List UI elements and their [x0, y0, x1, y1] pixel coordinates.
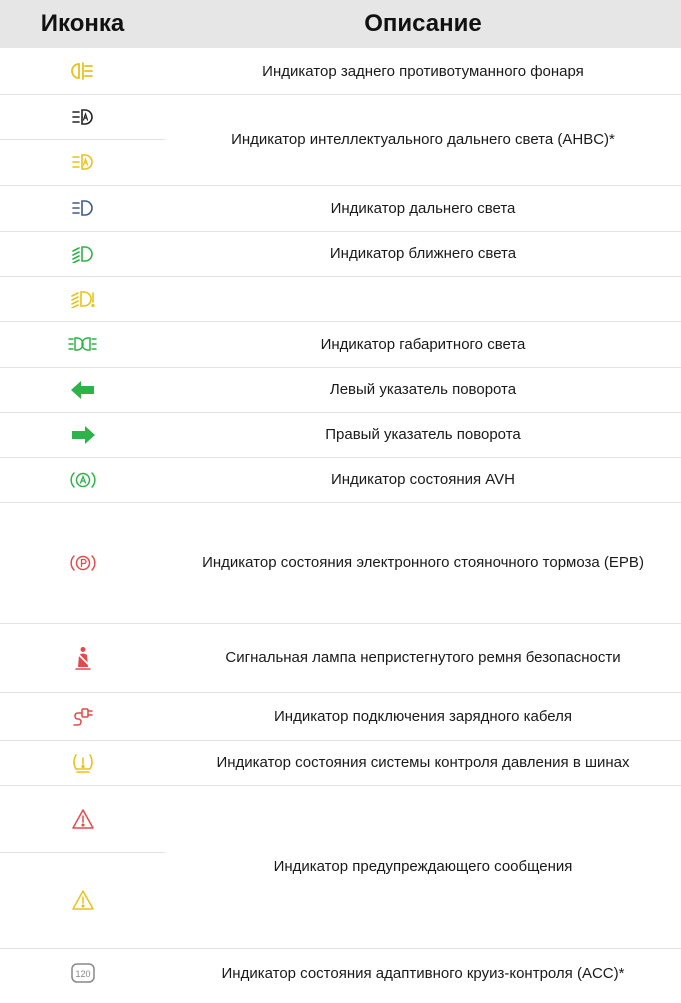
description-warning: Индикатор предупреждающего сообщения — [273, 858, 573, 875]
auto-high-beam-icon — [0, 94, 165, 139]
description-low-beam: Индикатор ближнего света — [329, 245, 517, 262]
position-light-icon — [0, 321, 165, 367]
description-seatbelt: Сигнальная лампа непристегнутого ремня безопасности — [225, 649, 621, 666]
rear-fog-light-icon — [0, 48, 165, 94]
description-rear-fog: Индикатор заднего противотуманного фонаря — [262, 62, 584, 80]
description-column-header: Описание — [364, 10, 482, 37]
description-position-light: Индикатор габаритного света — [320, 335, 526, 353]
charging-cable-icon — [0, 692, 165, 740]
description-left-turn: Левый указатель поворота — [329, 381, 517, 398]
description-avh: Индикатор состояния AVH — [330, 471, 515, 488]
seatbelt-icon — [0, 623, 165, 692]
low-beam-icon — [0, 231, 165, 276]
acc-speed-text: 120 — [74, 969, 91, 979]
warning-triangle-icon — [0, 785, 165, 852]
description-epb: Индикатор состояния электронного стояночного тормоза (EPB) — [202, 554, 644, 571]
auto-high-beam-icon — [0, 139, 165, 185]
icon-column-header: Иконка — [40, 10, 125, 37]
high-beam-icon — [0, 185, 165, 231]
left-turn-arrow-icon — [0, 367, 165, 412]
description-acc: Индикатор состояния адаптивного круиз-контроля (ACC)* — [221, 964, 625, 982]
acc-icon — [0, 948, 165, 998]
parking-brake-icon — [0, 502, 165, 623]
tire-pressure-icon — [0, 740, 165, 785]
low-beam-fault-icon — [0, 276, 165, 321]
table-header — [0, 0, 681, 48]
description-auto-high-beam: Индикатор интеллектуального дальнего света (AHBC)* — [231, 131, 615, 148]
description-right-turn: Правый указатель поворота — [325, 426, 521, 443]
description-tire-pressure: Индикатор состояния системы контроля давления в шинах — [216, 754, 630, 771]
description-charging-cable: Индикатор подключения зарядного кабеля — [274, 707, 572, 725]
warning-triangle-icon — [0, 852, 165, 948]
right-turn-arrow-icon — [0, 412, 165, 457]
description-high-beam: Индикатор дальнего света — [330, 199, 516, 217]
avh-icon — [0, 457, 165, 502]
